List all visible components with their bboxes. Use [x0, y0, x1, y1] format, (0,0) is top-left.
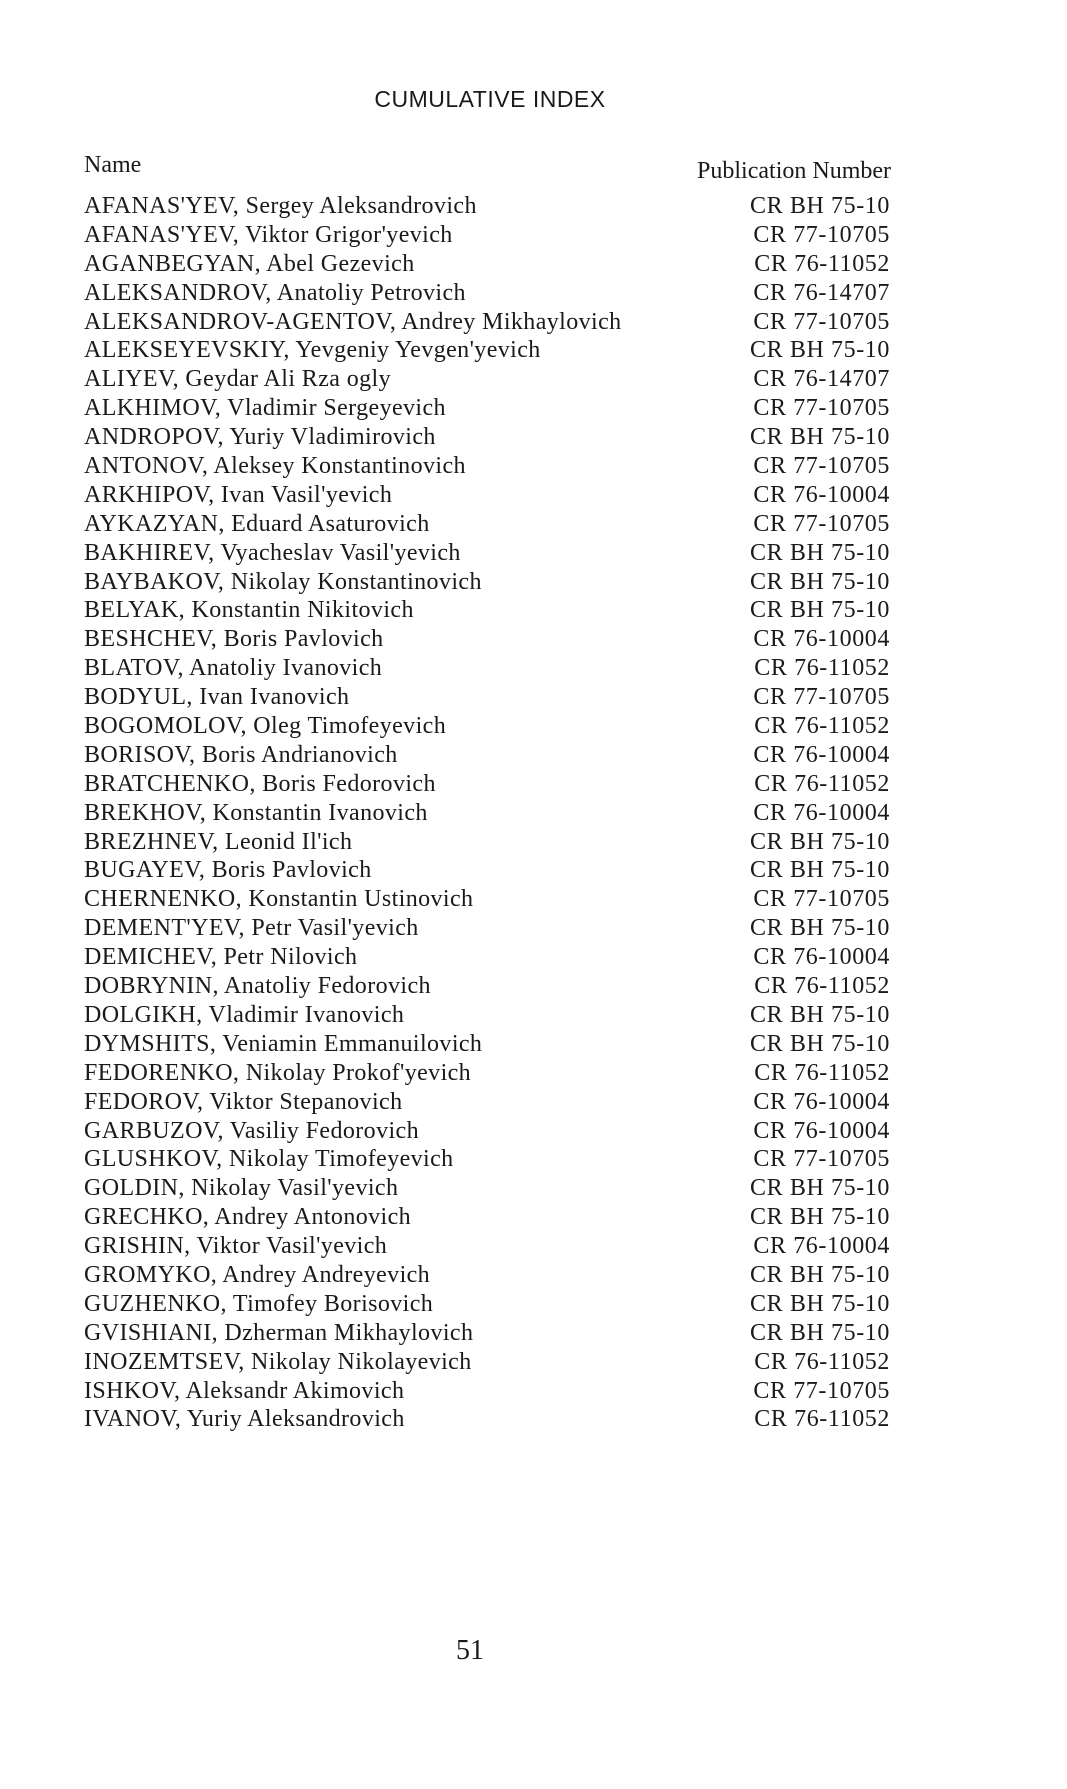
page-number: 51 — [456, 1635, 484, 1666]
entry-publication-number: CR 76-10004 — [753, 481, 890, 508]
entry-name: GRECHKO, Andrey Antonovich — [84, 1204, 412, 1231]
entry-publication-number: CR BH 75-10 — [750, 915, 890, 942]
entry-name: ALEKSANDROV, Anatoliy Petrovich — [84, 279, 466, 306]
index-entry — [84, 1059, 892, 1088]
index-entry — [84, 336, 892, 365]
entry-name: GLUSHKOV, Nikolay Timofeyevich — [84, 1146, 454, 1173]
entry-name: ANTONOV, Aleksey Konstantinovich — [84, 453, 466, 480]
index-entry — [84, 1203, 892, 1232]
index-entries-list — [84, 192, 892, 1434]
entry-publication-number: CR 77-10705 — [753, 1146, 890, 1173]
entry-publication-number: CR 76-10004 — [753, 1117, 890, 1144]
entry-publication-number: CR 76-11052 — [754, 770, 890, 797]
entry-name: BODYUL, Ivan Ivanovich — [84, 684, 350, 711]
entry-publication-number: CR 77-10705 — [753, 510, 890, 537]
entry-name: BELYAK, Konstantin Nikitovich — [84, 597, 414, 624]
entry-publication-number: CR 76-11052 — [754, 1348, 890, 1375]
index-entry — [84, 1261, 892, 1290]
index-entry — [84, 1405, 892, 1434]
entry-publication-number: CR BH 75-10 — [750, 1261, 890, 1288]
index-entry — [84, 481, 892, 510]
publication-number-column-header: Publication Number — [697, 158, 891, 184]
entry-name: DOBRYNIN, Anatoliy Fedorovich — [84, 973, 431, 1000]
entry-name: ALEKSANDROV-AGENTOV, Andrey Mikhaylovich — [84, 308, 622, 335]
entry-publication-number: CR BH 75-10 — [750, 1290, 890, 1317]
entry-publication-number: CR BH 75-10 — [750, 1175, 890, 1202]
entry-name: CHERNENKO, Konstantin Ustinovich — [84, 886, 474, 913]
index-entry — [84, 221, 892, 250]
entry-name: DOLGIKH, Vladimir Ivanovich — [84, 1001, 405, 1028]
entry-publication-number: CR 77-10705 — [753, 308, 890, 335]
entry-name: AFANAS'YEV, Sergey Aleksandrovich — [84, 193, 477, 219]
entry-publication-number: CR BH 75-10 — [750, 539, 890, 566]
entry-name: ISHKOV, Aleksandr Akimovich — [84, 1377, 405, 1404]
name-column-header: Name — [84, 152, 142, 178]
entry-publication-number: CR 76-11052 — [754, 1406, 890, 1433]
index-entry — [84, 856, 892, 885]
index-entry — [84, 596, 892, 625]
index-entry — [84, 539, 892, 568]
entry-publication-number: CR 76-14707 — [753, 366, 890, 393]
entry-publication-number: CR 76-11052 — [754, 713, 890, 740]
entry-publication-number: CR BH 75-10 — [750, 424, 890, 451]
entry-publication-number: CR BH 75-10 — [750, 337, 890, 364]
entry-publication-number: CR 76-14707 — [753, 279, 890, 306]
index-entry — [84, 828, 892, 857]
entry-publication-number: CR BH 75-10 — [750, 1001, 890, 1028]
entry-name: BREKHOV, Konstantin Ivanovich — [84, 799, 428, 826]
entry-name: GOLDIN, Nikolay Vasil'yevich — [84, 1175, 399, 1202]
entry-publication-number: CR 77-10705 — [753, 453, 890, 480]
entry-publication-number: CR BH 75-10 — [750, 1030, 890, 1057]
entry-name: ANDROPOV, Yuriy Vladimirovich — [84, 424, 436, 451]
entry-name: BORISOV, Boris Andrianovich — [84, 741, 398, 768]
entry-name: ARKHIPOV, Ivan Vasil'yevich — [84, 481, 393, 508]
index-entry — [84, 799, 892, 828]
entry-name: BOGOMOLOV, Oleg Timofeyevich — [84, 713, 447, 740]
index-entry — [84, 1117, 892, 1146]
entry-publication-number: CR 77-10705 — [753, 221, 890, 248]
entry-name: INOZEMTSEV, Nikolay Nikolayevich — [84, 1348, 472, 1375]
entry-publication-number: CR BH 75-10 — [750, 828, 890, 855]
index-entry — [84, 568, 892, 597]
index-entry — [84, 654, 892, 683]
entry-publication-number: CR BH 75-10 — [750, 193, 890, 219]
index-entry — [84, 1232, 892, 1261]
entry-name: BAKHIREV, Vyacheslav Vasil'yevich — [84, 539, 461, 566]
entry-publication-number: CR BH 75-10 — [750, 1319, 890, 1346]
entry-name: GVISHIANI, Dzherman Mikhaylovich — [84, 1319, 474, 1346]
entry-name: IVANOV, Yuriy Aleksandrovich — [84, 1406, 405, 1433]
entry-name: ALEKSEYEVSKIY, Yevgeniy Yevgen'yevich — [84, 337, 541, 364]
index-entry — [84, 1088, 892, 1117]
index-entry — [84, 1290, 892, 1319]
entry-publication-number: CR BH 75-10 — [750, 857, 890, 884]
index-entry — [84, 943, 892, 972]
entry-publication-number: CR BH 75-10 — [750, 597, 890, 624]
entry-name: BUGAYEV, Boris Pavlovich — [84, 857, 372, 884]
entry-name: DYMSHITS, Veniamin Emmanuilovich — [84, 1030, 483, 1057]
index-entry — [84, 250, 892, 279]
entry-name: BESHCHEV, Boris Pavlovich — [84, 626, 384, 653]
entry-name: GUZHENKO, Timofey Borisovich — [84, 1290, 434, 1317]
entry-publication-number: CR 76-10004 — [753, 626, 890, 653]
entry-name: FEDORENKO, Nikolay Prokof'yevich — [84, 1059, 472, 1086]
page-title: CUMULATIVE INDEX — [374, 86, 606, 112]
entry-publication-number: CR 76-11052 — [754, 973, 890, 1000]
index-entry — [84, 1145, 892, 1174]
entry-publication-number: CR 76-10004 — [753, 741, 890, 768]
index-entry — [84, 625, 892, 654]
entry-publication-number: CR 76-10004 — [753, 1233, 890, 1260]
entry-publication-number: CR BH 75-10 — [750, 1204, 890, 1231]
entry-publication-number: CR 77-10705 — [753, 886, 890, 913]
index-entry — [84, 972, 892, 1001]
entry-name: BLATOV, Anatoliy Ivanovich — [84, 655, 383, 682]
entry-publication-number: CR 76-11052 — [754, 250, 890, 277]
entry-name: FEDOROV, Viktor Stepanovich — [84, 1088, 403, 1115]
index-entry — [84, 1319, 892, 1348]
index-entry — [84, 394, 892, 423]
index-entry — [84, 1377, 892, 1406]
index-entry — [84, 1348, 892, 1377]
entry-publication-number: CR 76-10004 — [753, 1088, 890, 1115]
entry-publication-number: CR 77-10705 — [753, 395, 890, 422]
entry-name: DEMENT'YEV, Petr Vasil'yevich — [84, 915, 419, 942]
index-entry — [84, 452, 892, 481]
index-entry — [84, 712, 892, 741]
index-entry — [84, 885, 892, 914]
entry-name: AYKAZYAN, Eduard Asaturovich — [84, 510, 430, 537]
entry-name: GROMYKO, Andrey Andreyevich — [84, 1261, 431, 1288]
entry-name: GARBUZOV, Vasiliy Fedorovich — [84, 1117, 419, 1144]
entry-name: BRATCHENKO, Boris Fedorovich — [84, 770, 436, 797]
entry-name: DEMICHEV, Petr Nilovich — [84, 944, 358, 971]
entry-name: AGANBEGYAN, Abel Gezevich — [84, 250, 415, 277]
index-entry — [84, 770, 892, 799]
index-entry — [84, 683, 892, 712]
index-entry — [84, 279, 892, 308]
index-entry — [84, 1030, 892, 1059]
entry-publication-number: CR 76-11052 — [754, 655, 890, 682]
entry-name: ALKHIMOV, Vladimir Sergeyevich — [84, 395, 446, 422]
index-entry — [84, 1174, 892, 1203]
entry-publication-number: CR 76-11052 — [754, 1059, 890, 1086]
index-entry — [84, 308, 892, 337]
entry-publication-number: CR 76-10004 — [753, 944, 890, 971]
index-entry — [84, 423, 892, 452]
entry-publication-number: CR 77-10705 — [753, 684, 890, 711]
index-entry — [84, 741, 892, 770]
index-entry — [84, 510, 892, 539]
entry-publication-number: CR 77-10705 — [753, 1377, 890, 1404]
entry-name: ALIYEV, Geydar Ali Rza ogly — [84, 366, 391, 393]
index-entry — [84, 914, 892, 943]
entry-name: GRISHIN, Viktor Vasil'yevich — [84, 1233, 388, 1260]
index-entry — [84, 192, 892, 221]
entry-name: AFANAS'YEV, Viktor Grigor'yevich — [84, 221, 453, 248]
index-entry — [84, 1001, 892, 1030]
entry-publication-number: CR BH 75-10 — [750, 568, 890, 595]
entry-publication-number: CR 76-10004 — [753, 799, 890, 826]
entry-name: BAYBAKOV, Nikolay Konstantinovich — [84, 568, 482, 595]
index-entry — [84, 365, 892, 394]
entry-name: BREZHNEV, Leonid Il'ich — [84, 828, 353, 855]
